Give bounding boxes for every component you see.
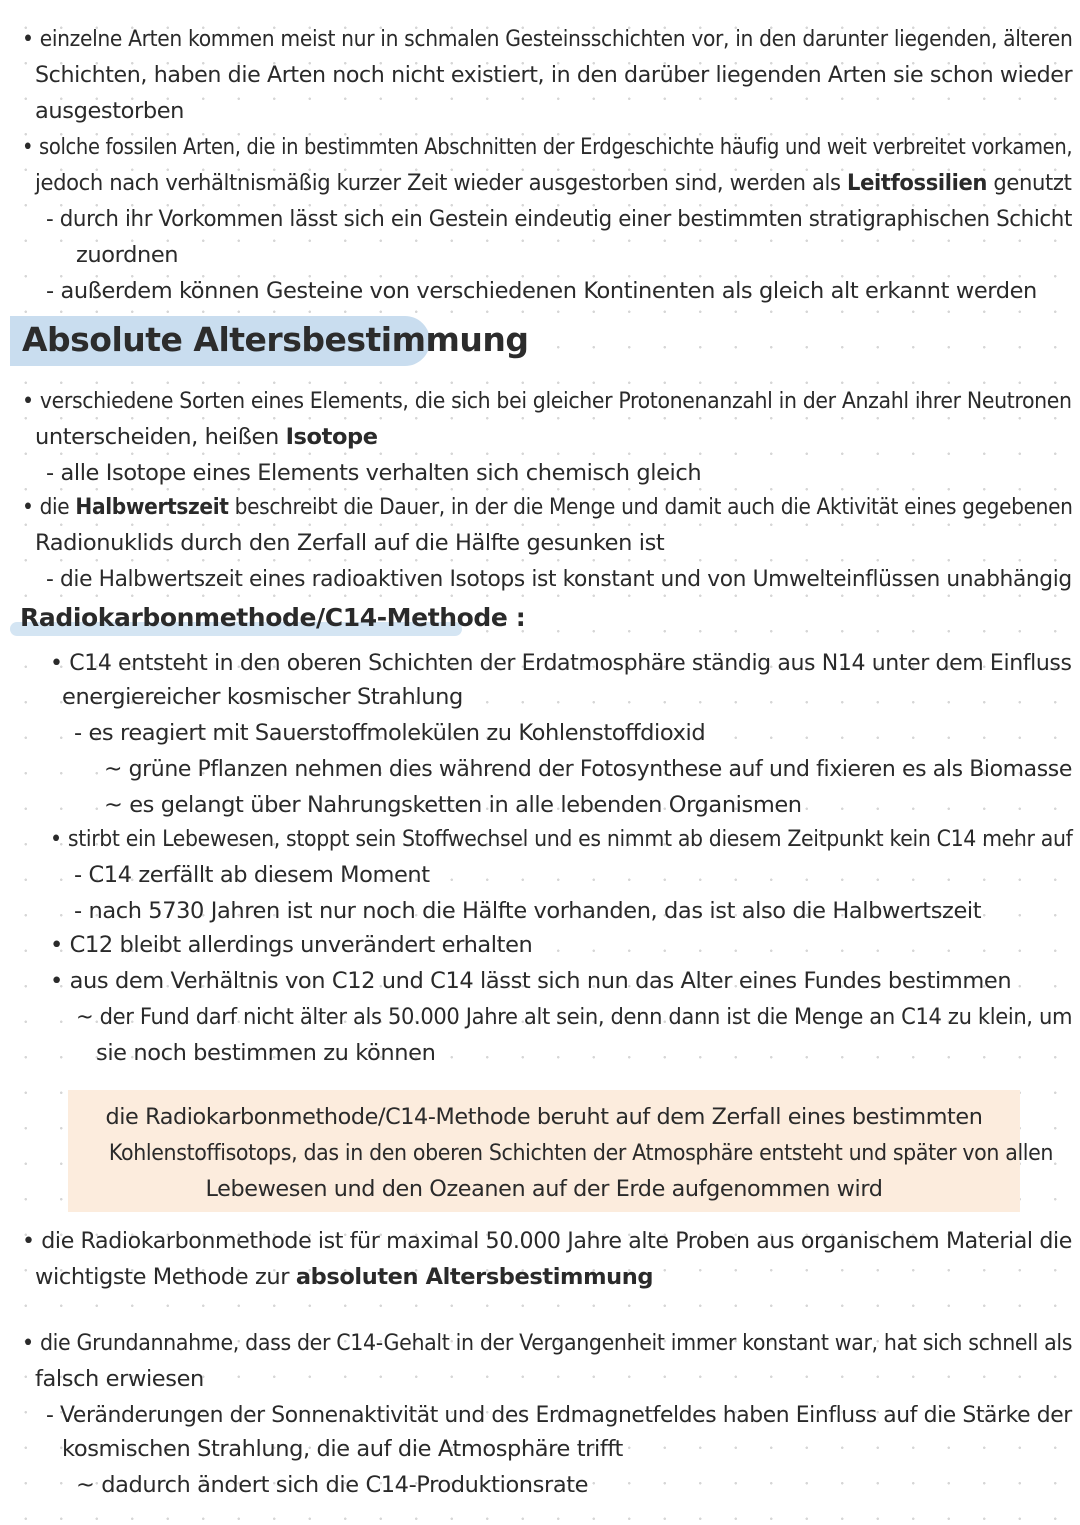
text-line: ausgestorben (35, 98, 185, 124)
text-line: - alle Isotope eines Elements verhalten sich chemisch gleich (46, 460, 702, 486)
text-line: energiereicher kosmischer Strahlung (62, 684, 463, 710)
text-line: • die Grundannahme, dass der C14-Gehalt in der Vergangenheit immer konstant war, hat sich schnell als (22, 1330, 1073, 1356)
text-line: kosmischen Strahlung, die auf die Atmosphäre trifft (62, 1436, 623, 1462)
term-leitfossilien: Leitfossilien (847, 170, 988, 196)
text-line: wichtigste Methode zur absoluten Altersbestimmung (35, 1264, 654, 1290)
heading-text: Absolute Altersbestimmung (22, 320, 529, 359)
section-heading (10, 316, 529, 366)
text-line: sie noch bestimmen zu können (96, 1040, 436, 1066)
text-line: Schichten, haben die Arten noch nicht existiert, in den darüber liegenden Arten sie schon wieder (35, 62, 1073, 88)
term-isotope: Isotope (285, 424, 378, 450)
text-line: zuordnen (76, 242, 179, 268)
text-line: - Veränderungen der Sonnenaktivität und des Erdmagnetfeldes haben Einfluss auf die Stärke der (46, 1402, 1072, 1428)
text-line: - außerdem können Gesteine von verschiedenen Kontinenten als gleich alt erkannt werden (46, 278, 1037, 304)
text-line: • die Halbwertszeit beschreibt die Dauer, in der die Menge und damit auch die Aktivität eines gegebenen (22, 494, 1073, 520)
text-line: • die Radiokarbonmethode ist für maximal 50.000 Jahre alte Proben aus organischem Material die (22, 1228, 1072, 1254)
text-line: unterscheiden, heißen Isotope (35, 424, 378, 450)
text-line: - C14 zerfällt ab diesem Moment (74, 862, 430, 888)
text-line: ~ grüne Pflanzen nehmen dies während der Fotosynthese auf und fixieren es als Biomasse (104, 756, 1072, 782)
summary-line: Lebewesen und den Ozeanen auf der Erde aufgenommen wird (205, 1176, 883, 1202)
text-line: • einzelne Arten kommen meist nur in schmalen Gesteinsschichten vor, in den darunter liegenden, älteren (22, 26, 1073, 52)
text-line: - es reagiert mit Sauerstoffmolekülen zu Kohlenstoffdioxid (74, 720, 706, 746)
text-line: • stirbt ein Lebewesen, stoppt sein Stoffwechsel und es nimmt ab diesem Zeitpunkt kein C14 mehr auf (50, 826, 1073, 852)
text-line: • C12 bleibt allerdings unverändert erhalten (50, 932, 533, 958)
summary-line: die Radiokarbonmethode/C14-Methode beruht auf dem Zerfall eines bestimmten (105, 1104, 983, 1130)
summary-box (68, 1090, 1054, 1212)
summary-line: Kohlenstoffisotops, das in den oberen Schichten der Atmosphäre entsteht und später von allen (108, 1140, 1054, 1166)
text-line: jedoch nach verhältnismäßig kurzer Zeit wieder ausgestorben sind, werden als Leitfossilien genutzt (35, 170, 1072, 196)
text-line: falsch erwiesen (35, 1366, 204, 1392)
text-line: Radionuklids durch den Zerfall auf die Hälfte gesunken ist (35, 530, 665, 556)
term-absolute-altersbestimmung: absoluten Altersbestimmung (295, 1264, 654, 1290)
term-halbwertszeit: Halbwertszeit (75, 494, 229, 520)
text-line: - nach 5730 Jahren ist nur noch die Hälfte vorhanden, das ist also die Halbwertszeit (74, 898, 982, 924)
subheading: Radiokarbonmethode/C14-Methode : (20, 603, 526, 632)
text-line: • verschiedene Sorten eines Elements, die sich bei gleicher Protonenanzahl in der Anzahl ihrer Neutronen (22, 388, 1072, 414)
text-line: - durch ihr Vorkommen lässt sich ein Gestein eindeutig einer bestimmten stratigraphischen Schicht (46, 206, 1072, 232)
text-line: • aus dem Verhältnis von C12 und C14 lässt sich nun das Alter eines Fundes bestimmen (50, 968, 1012, 994)
text-line: • C14 entsteht in den oberen Schichten der Erdatmosphäre ständig aus N14 unter dem Einfluss (50, 650, 1072, 676)
text-line: ~ es gelangt über Nahrungsketten in alle lebenden Organismen (104, 792, 802, 818)
text-line: • solche fossilen Arten, die in bestimmten Abschnitten der Erdgeschichte häufig und weit verbreitet vorkamen, (22, 134, 1073, 160)
text-line: - die Halbwertszeit eines radioaktiven Isotops ist konstant und von Umwelteinflüssen unabhängig (46, 566, 1072, 592)
text-line: ~ der Fund darf nicht älter als 50.000 Jahre alt sein, denn dann ist die Menge an C14 zu klein, um (76, 1004, 1073, 1030)
text-line: ~ dadurch ändert sich die C14-Produktionsrate (76, 1472, 589, 1498)
